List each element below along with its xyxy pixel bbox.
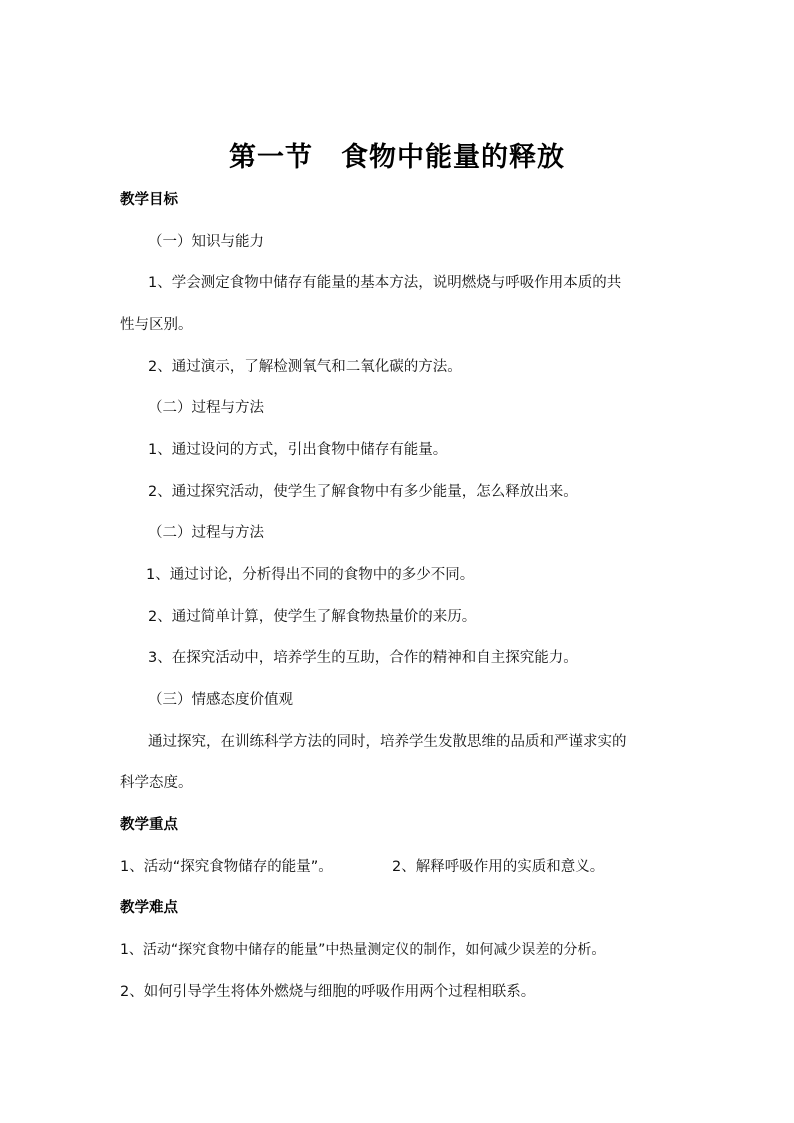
- difficulty-item-2: 2、如何引导学生将体外燃烧与细胞的呼吸作用两个过程相联系。: [120, 984, 536, 1000]
- section-heading-objectives: 教学目标: [120, 192, 178, 208]
- section-heading-difficulties: 教学难点: [120, 900, 178, 916]
- paragraph-line: 1、通过设问的方式，引出食物中储存有能量。: [148, 442, 448, 458]
- paragraph-line: 通过探究，在训练科学方法的同时，培养学生发散思维的品质和严谨求实的: [148, 734, 627, 750]
- paragraph-line: 1、学会测定食物中储存有能量的基本方法，说明燃烧与呼吸作用本质的共: [148, 275, 622, 291]
- paragraph-line: 2、通过演示，了解检测氧气和二氧化碳的方法。: [148, 359, 462, 375]
- subheading-process-method-2: （二）过程与方法: [148, 525, 264, 541]
- subheading-attitude-values: （三）情感态度价值观: [148, 692, 293, 708]
- paragraph-line: 科学态度。: [120, 775, 193, 791]
- page-title: 第一节 食物中能量的释放: [229, 142, 565, 173]
- difficulty-item-1: 1、活动“探究食物中储存的能量”中热量测定仪的制作，如何减少误差的分析。: [120, 942, 606, 958]
- subheading-knowledge-ability: （一）知识与能力: [148, 234, 264, 250]
- paragraph-line: 3、在探究活动中，培养学生的互助，合作的精神和自主探究能力。: [148, 650, 578, 666]
- key-point-item-2: 2、解释呼吸作用的实质和意义。: [392, 859, 605, 875]
- paragraph-line: 2、通过简单计算，使学生了解食物热量价的来历。: [148, 609, 477, 625]
- paragraph-line: 性与区别。: [120, 317, 193, 333]
- paragraph-line: 2、通过探究活动，使学生了解食物中有多少能量，怎么释放出来。: [148, 484, 578, 500]
- key-point-item-1: 1、活动“探究食物储存的能量”。: [120, 859, 333, 875]
- section-heading-key-points: 教学重点: [120, 817, 178, 833]
- subheading-process-method: （二）过程与方法: [148, 400, 264, 416]
- paragraph-line: 1、通过讨论，分析得出不同的食物中的多少不同。: [146, 567, 475, 583]
